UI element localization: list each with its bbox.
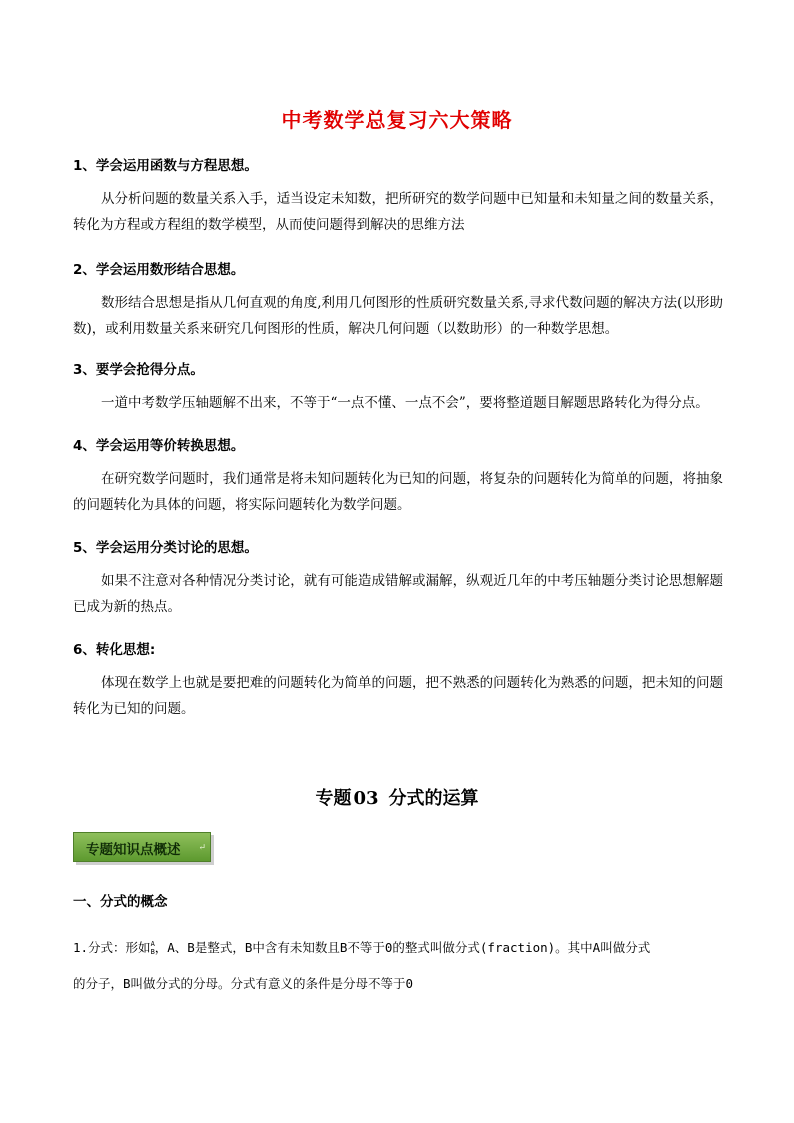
- section-4-body: 在研究数学问题时，我们通常是将未知问题转化为已知的问题，将复杂的问题转化为简单的问题，将抽象的问题转化为具体的问题，将实际问题转化为数学问题。: [73, 471, 723, 513]
- section-1-heading: 1、学会运用函数与方程思想。: [73, 158, 258, 174]
- concept-line-1-end: ，A、B是整式，B中含有未知数且B不等于0的整式叫做分式(fraction)。其中A叫做分式: [154, 940, 651, 955]
- topic-title: [0, 784, 794, 810]
- topic-name: 分式的运算: [388, 788, 479, 809]
- section-2-heading: 2、学会运用数形结合思想。: [73, 262, 245, 278]
- concept-line-1-start: 1.分式：形如: [73, 940, 151, 955]
- concept-line-1: [73, 928, 733, 968]
- section-6-body: 体现在数学上也就是要把难的问题转化为简单的问题，把不熟悉的问题转化为熟悉的问题，把未知的问题转化为已知的问题。: [73, 675, 723, 717]
- section-5-body: 如果不注意对各种情况分类讨论，就有可能造成错解或漏解，纵观近几年的中考压轴题分类讨论思想解题已成为新的热点。: [73, 573, 723, 615]
- section-3-body: 一道中考数学压轴题解不出来，不等于“一点不懂、一点不会”，要将整道题目解题思路转化为得分点。: [101, 395, 709, 411]
- fraction-denominator: B: [150, 948, 155, 956]
- section-4-heading: 4、学会运用等价转换思想。: [73, 438, 245, 454]
- topic-badge: [73, 832, 211, 862]
- section-5-heading: 5、学会运用分类讨论的思想。: [73, 540, 258, 556]
- section-1-body: 从分析问题的数量关系入手，适当设定未知数，把所研究的数学问题中已知量和未知量之间的数量关系，转化为方程或方程组的数学模型，从而使问题得到解决的思维方法: [73, 191, 723, 233]
- return-mark-icon: ↵: [198, 843, 206, 853]
- topic-badge-label: 专题知识点概述: [86, 842, 181, 858]
- fraction-numerator: A: [150, 940, 155, 948]
- section-3-heading: 3、要学会抢得分点。: [73, 362, 204, 378]
- concept-heading: 一、分式的概念: [73, 894, 168, 910]
- section-6-heading: 6、转化思想:: [73, 642, 156, 658]
- page-title: 中考数学总复习六大策略: [281, 108, 513, 132]
- section-2-body: 数形结合思想是指从几何直观的角度,利用几何图形的性质研究数量关系,寻求代数问题的解决方法(以形助数)，或利用数量关系来研究几何图形的性质，解决几何问题（以数助形）的一种数学思想。: [73, 295, 723, 337]
- concept-line-2: 的分子，B叫做分式的分母。分式有意义的条件是分母不等于0: [73, 976, 414, 991]
- topic-number: 03: [353, 788, 379, 809]
- topic-prefix: 专题: [315, 788, 352, 809]
